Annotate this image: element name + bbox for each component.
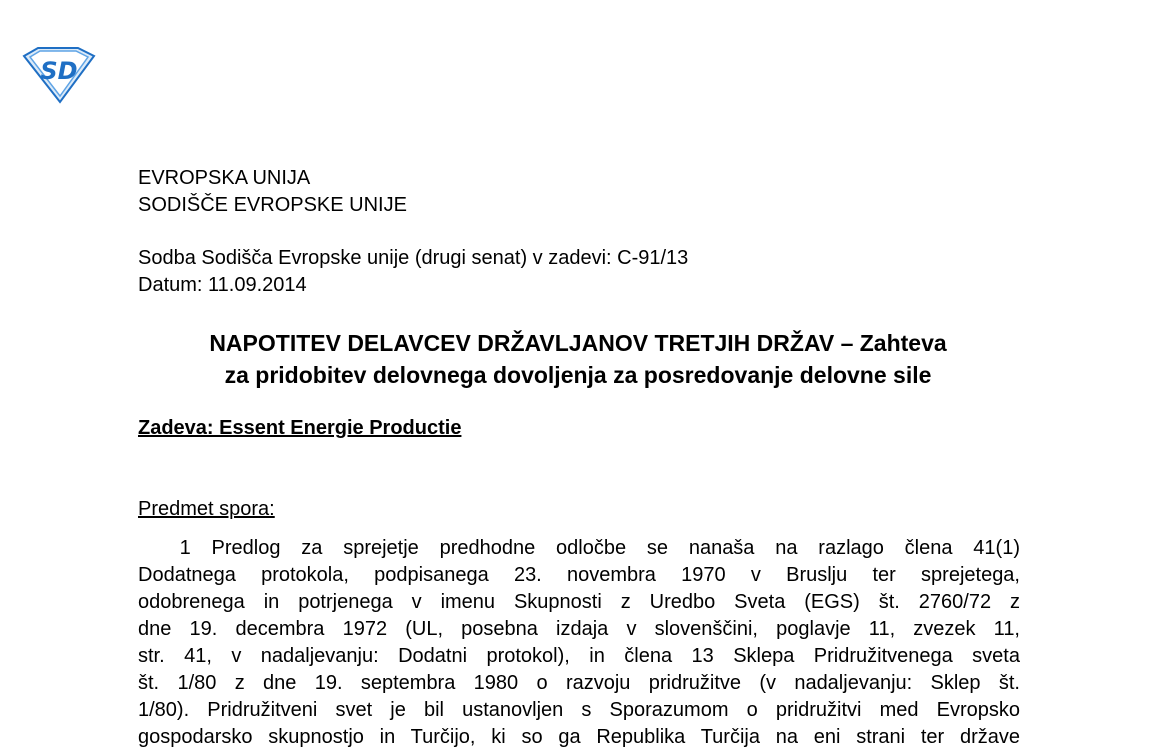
paragraph-line: odobrenega in potrjenega v imenu Skupnosti z Uredbo Sveta (EGS) št. 2760/72 z — [138, 591, 1020, 613]
sd-shield-logo-icon — [20, 46, 98, 104]
paragraph-1 — [138, 535, 1020, 751]
svg-text:SD: SD — [40, 57, 78, 85]
title-line-1: NAPOTITEV DELAVCEV DRŽAVLJANOV TRETJIH DRŽAV – Zahteva — [209, 330, 947, 356]
header-court: SODIŠČE EVROPSKE UNIJE — [138, 194, 407, 216]
judgment-reference: Sodba Sodišča Evropske unije (drugi senat) v zadevi: C-91/13 — [138, 247, 689, 269]
paragraph-line: št. 1/80 z dne 19. septembra 1980 o razvoju pridružitve (v nadaljevanju: Sklep št. — [138, 672, 1020, 694]
paragraph-line: str. 41, v nadaljevanju: Dodatni protokol), in člena 13 Sklepa Pridružitvenega sveta — [138, 645, 1020, 667]
judgment-date: Datum: 11.09.2014 — [138, 274, 307, 296]
paragraph-line: 1 Predlog za sprejetje predhodne odločbe se nanaša na razlago člena 41(1) — [138, 537, 1020, 559]
document-title — [130, 327, 1026, 391]
subject-heading: Predmet spora: — [138, 498, 275, 520]
paragraph-line: Dodatnega protokola, podpisanega 23. novembra 1970 v Bruslju ter sprejetega, — [138, 564, 1020, 586]
court-logo — [20, 46, 98, 104]
case-heading: Zadeva: Essent Energie Productie — [138, 417, 462, 439]
header-union: EVROPSKA UNIJA — [138, 167, 311, 189]
paragraph-line: 1/80). Pridružitveni svet je bil ustanovljen s Sporazumom o pridružitvi med Evropsko — [138, 699, 1020, 721]
paragraph-line: dne 19. decembra 1972 (UL, posebna izdaja v slovenščini, poglavje 11, zvezek 11, — [138, 618, 1020, 640]
paragraph-line: gospodarsko skupnostjo in Turčijo, ki so ga Republika Turčija na eni strani ter države — [138, 726, 1020, 748]
title-line-2: za pridobitev delovnega dovoljenja za posredovanje delovne sile — [224, 362, 932, 388]
